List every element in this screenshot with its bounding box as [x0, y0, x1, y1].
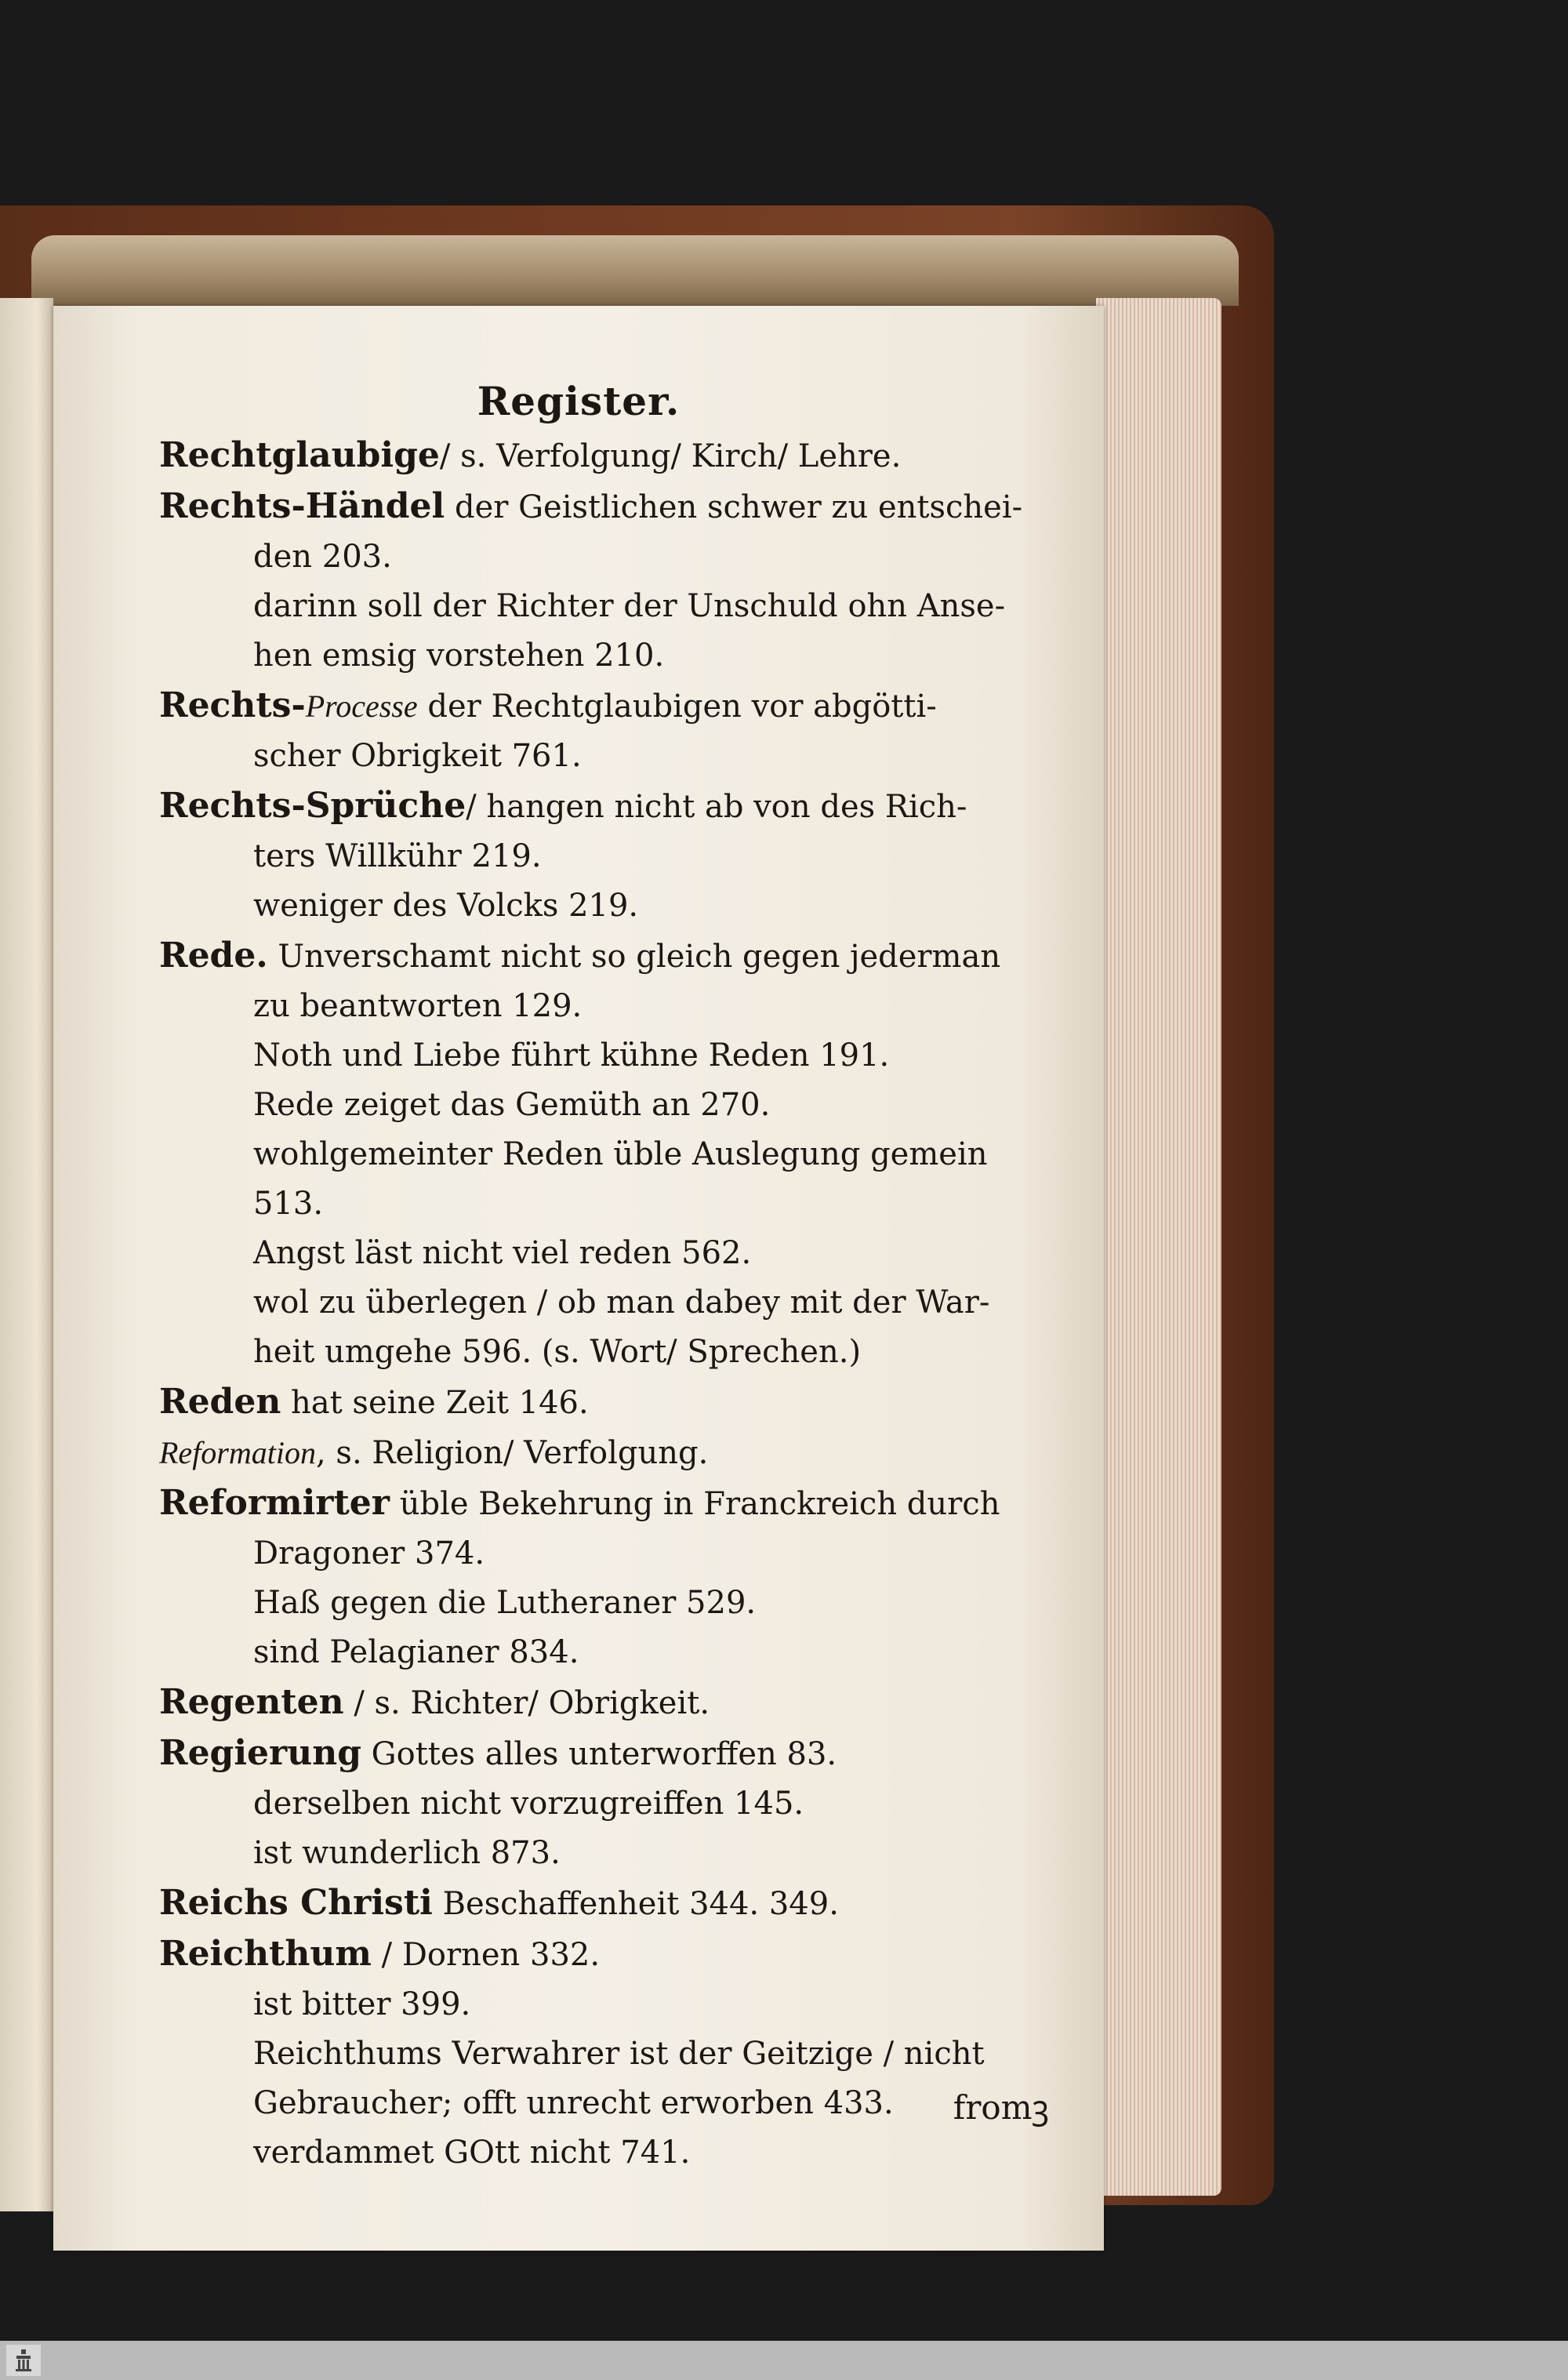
entry-text: heit umgehe 596. (s. Wort/ Sprechen.) — [253, 1334, 862, 1370]
entry-text: ist bitter 399. — [253, 1986, 471, 2022]
library-logo-icon — [6, 2345, 41, 2376]
entry-text: ters Willkühr 219. — [253, 838, 542, 874]
entry-text: Unverschamt nicht so gleich gegen jederman — [267, 939, 1001, 975]
register-line — [159, 1728, 1045, 1779]
entry-text: zu beantworten 129. — [253, 988, 583, 1024]
register-line — [159, 1478, 1045, 1529]
register-text — [159, 376, 1045, 2178]
entry-text: 513. — [253, 1186, 324, 1222]
register-line — [159, 631, 1045, 681]
entry-text: wol zu überlegen / ob man dabey mit der War- — [253, 1284, 990, 1321]
entry-text: der Geistlichen schwer zu entschei- — [445, 489, 1023, 525]
register-line — [159, 1179, 1045, 1229]
register-line — [159, 1278, 1045, 1328]
entry-headword: Reformirter — [159, 1483, 390, 1523]
register-line — [159, 931, 1045, 982]
entry-text: , s. Religion/ Verfolgung. — [315, 1435, 709, 1471]
running-head: Register. — [477, 378, 681, 424]
entry-headword: Rechts-Händel — [159, 486, 445, 526]
entry-text: Dragoner 374. — [253, 1535, 485, 1572]
register-line — [159, 1829, 1045, 1878]
entry-text: hat seine Zeit 146. — [281, 1385, 589, 1421]
entry-headword: Regenten — [159, 1682, 344, 1722]
entry-text: wohlgemeinter Reden üble Auslegung gemein — [253, 1136, 988, 1172]
register-line — [159, 681, 1045, 732]
register-line — [159, 1428, 1045, 1478]
entry-text: Noth und Liebe führt kühne Reden 191. — [253, 1037, 890, 1074]
entry-text: verdammet GOtt nicht 741. — [253, 2135, 691, 2171]
register-line — [159, 732, 1045, 781]
entry-text: / s. Verfolgung/ Kirch/ Lehre. — [439, 438, 902, 474]
register-line — [159, 1579, 1045, 1628]
register-line — [159, 532, 1045, 582]
register-line — [159, 1130, 1045, 1179]
entry-headword: Rechtglaubige — [159, 435, 440, 475]
register-line — [159, 1929, 1045, 1980]
entry-headword: Regierung — [159, 1733, 361, 1773]
register-line — [159, 1081, 1045, 1130]
register-line — [159, 881, 1045, 931]
entry-text: Rede zeiget das Gemüth an 270. — [253, 1087, 771, 1123]
entry-headword: Rede. — [159, 936, 268, 976]
entry-text: der Rechtglaubigen vor abgötti- — [417, 689, 937, 725]
register-line — [159, 1328, 1045, 1377]
register-line — [159, 781, 1045, 832]
entry-latin-word: Processe — [305, 689, 418, 724]
page-fore-edge — [1096, 298, 1221, 2196]
register-line — [159, 1628, 1045, 1677]
entry-text: derselben nicht vorzugreiffen 145. — [253, 1786, 804, 1822]
register-line — [159, 2029, 1045, 2079]
entry-text: scher Obrigkeit 761. — [253, 738, 582, 774]
book-top-edge — [31, 235, 1239, 306]
register-line — [159, 1031, 1045, 1081]
register-line — [159, 1779, 1045, 1829]
book-page — [53, 306, 1104, 2251]
register-line — [159, 2128, 1045, 2178]
register-line — [159, 431, 1045, 481]
entry-text: Angst läst nicht viel reden 562. — [253, 1235, 752, 1271]
entry-text: Gebraucher; offt unrecht erworben 433. — [253, 2085, 894, 2121]
register-line — [159, 481, 1045, 532]
left-page-edge — [0, 298, 53, 2211]
entry-headword: Reichs Christi — [159, 1883, 433, 1923]
entry-text: sind Pelagianer 834. — [253, 1634, 579, 1670]
register-line — [159, 982, 1045, 1031]
register-line — [159, 582, 1045, 631]
entry-headword: Reichthum — [159, 1934, 372, 1974]
entry-text: ist wunderlich 873. — [253, 1835, 561, 1871]
entry-headword: Rechts-Sprüche — [159, 786, 466, 826]
register-line — [159, 1677, 1045, 1728]
register-line — [159, 1229, 1045, 1278]
scanner-footer-bar — [0, 2341, 1568, 2380]
entry-text: hen emsig vorstehen 210. — [253, 638, 665, 674]
entry-text: Reichthums Verwahrer ist der Geitzige / nicht — [253, 2036, 985, 2072]
entry-text: üble Bekehrung in Franckreich durch — [389, 1486, 1000, 1522]
entry-text: / s. Richter/ Obrigkeit. — [343, 1685, 710, 1721]
entry-headword: Reden — [159, 1382, 281, 1422]
register-line — [159, 1529, 1045, 1579]
entry-text: darinn soll der Richter der Unschuld ohn Anse- — [253, 588, 1006, 624]
entry-headword: Rechts- — [159, 685, 306, 725]
entry-latin-headword: Reformation — [159, 1435, 316, 1470]
register-line — [159, 1878, 1045, 1929]
entry-text: Beschaffenheit 344. 349. — [432, 1886, 839, 1922]
entry-text: / hangen nicht ab von des Rich- — [466, 789, 967, 825]
entry-text: Gottes alles unterworffen 83. — [361, 1736, 837, 1772]
catchword: fromꝫ — [953, 2088, 1049, 2127]
register-entries — [159, 431, 1045, 2178]
register-line — [159, 1377, 1045, 1428]
entry-text: den 203. — [253, 539, 392, 575]
entry-text: / Dornen 332. — [371, 1937, 601, 1973]
entry-text: Haß gegen die Lutheraner 529. — [253, 1585, 757, 1621]
entry-text: weniger des Volcks 219. — [253, 888, 639, 924]
register-line — [159, 832, 1045, 881]
register-line — [159, 1980, 1045, 2029]
register-line — [159, 2079, 1045, 2128]
